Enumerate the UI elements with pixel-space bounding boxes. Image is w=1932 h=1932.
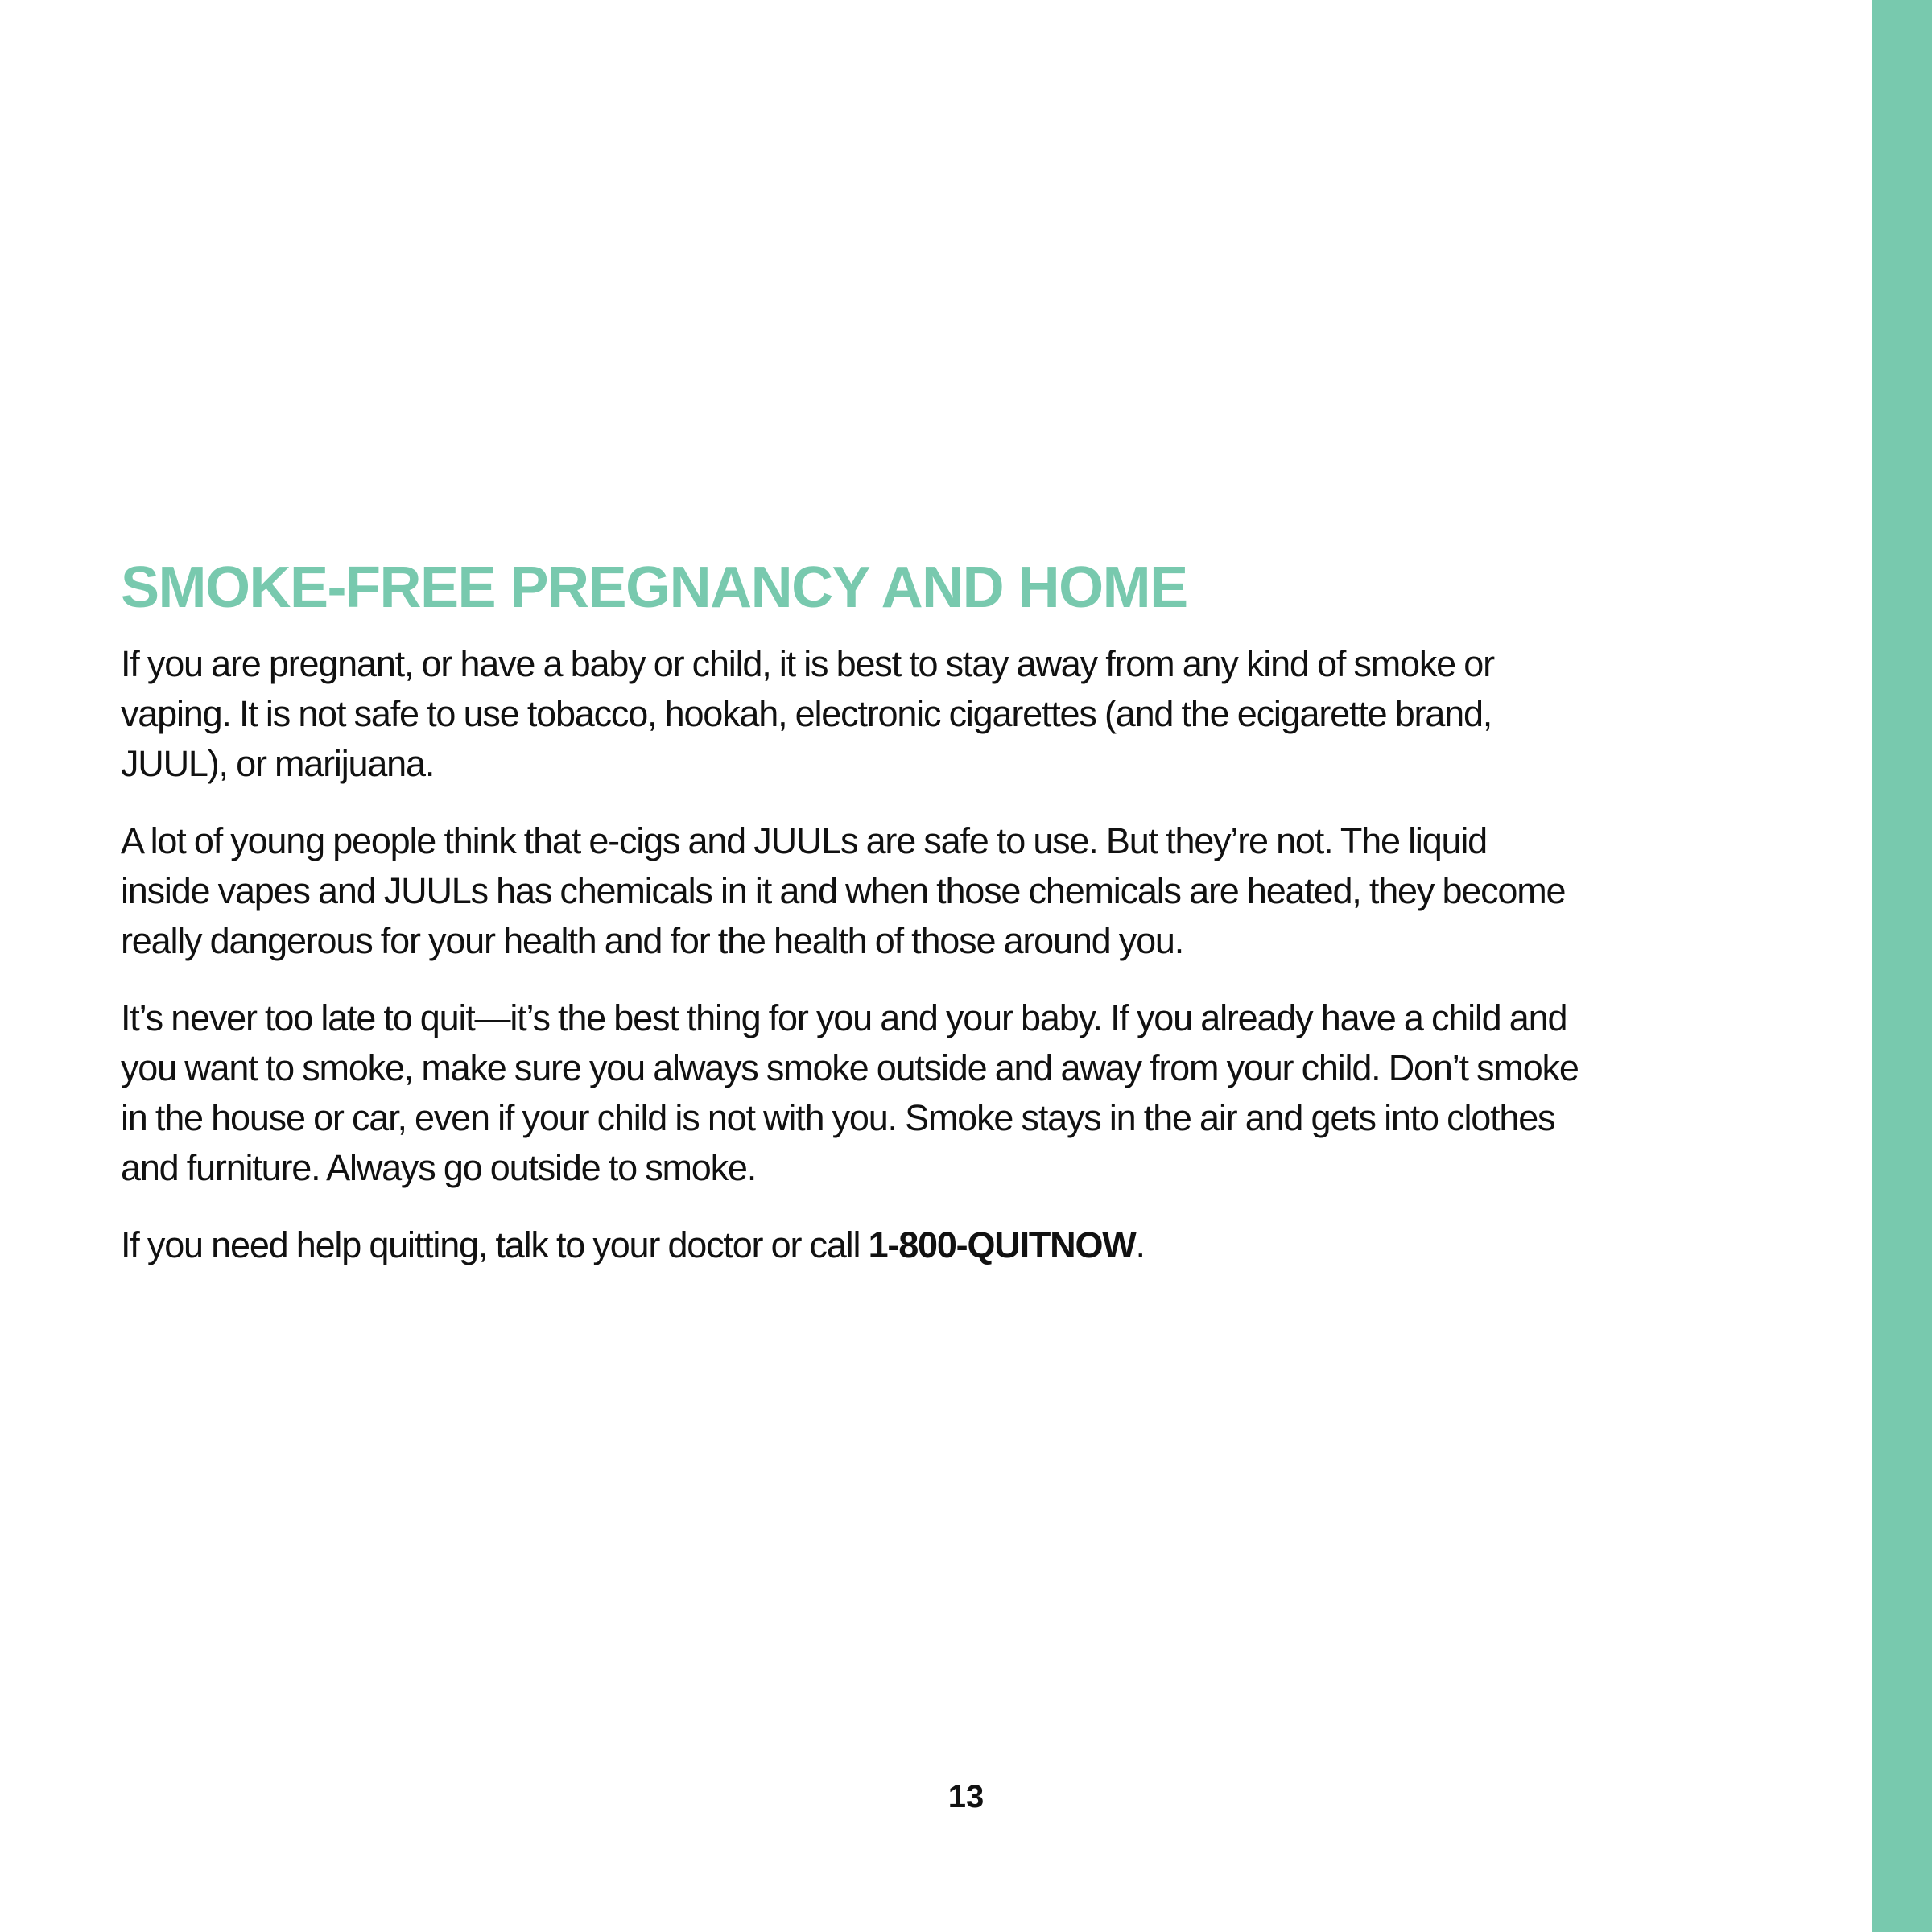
text-line: inside vapes and JUULs has chemicals in it and when those chemicals are heated, they become bbox=[121, 870, 1566, 911]
text-line: vaping. It is not safe to use tobacco, hookah, electronic cigarettes (and the ecigarette brand, bbox=[121, 693, 1492, 734]
text-line: If you are pregnant, or have a baby or child, it is best to stay away from any kind of smoke or bbox=[121, 643, 1494, 684]
text-line: really dangerous for your health and for the health of those around you. bbox=[121, 920, 1184, 961]
paragraph-ecigs bbox=[121, 816, 1819, 966]
page-number: 13 bbox=[947, 1779, 985, 1814]
text-line: A lot of young people think that e-cigs and JUULs are safe to use. But they’re not. The liquid bbox=[121, 820, 1487, 861]
text-line: JUUL), or marijuana. bbox=[121, 743, 435, 784]
decorative-side-bar bbox=[1872, 0, 1932, 1932]
paragraph-quit-advice bbox=[121, 993, 1819, 1193]
page-content bbox=[121, 547, 1819, 1270]
text-line bbox=[121, 1220, 1819, 1270]
text-line: you want to smoke, make sure you always smoke outside and away from your child. Don’t smoke bbox=[121, 1047, 1579, 1088]
page-title: SMOKE-FREE PREGNANCY AND HOME bbox=[121, 555, 1187, 620]
text-line: It’s never too late to quit—it’s the best thing for you and your baby. If you already have a child and bbox=[121, 997, 1567, 1038]
paragraph-intro bbox=[121, 639, 1819, 789]
help-text: If you need help quitting, talk to your doctor or call bbox=[121, 1224, 869, 1265]
text-line: and furniture. Always go outside to smoke. bbox=[121, 1147, 757, 1188]
help-text-end: . bbox=[1135, 1224, 1145, 1265]
quitline-phone-number: 1-800-QUITNOW bbox=[868, 1224, 1136, 1265]
paragraph-help bbox=[121, 1220, 1819, 1270]
text-line: in the house or car, even if your child is not with you. Smoke stays in the air and gets into clothes bbox=[121, 1097, 1555, 1138]
